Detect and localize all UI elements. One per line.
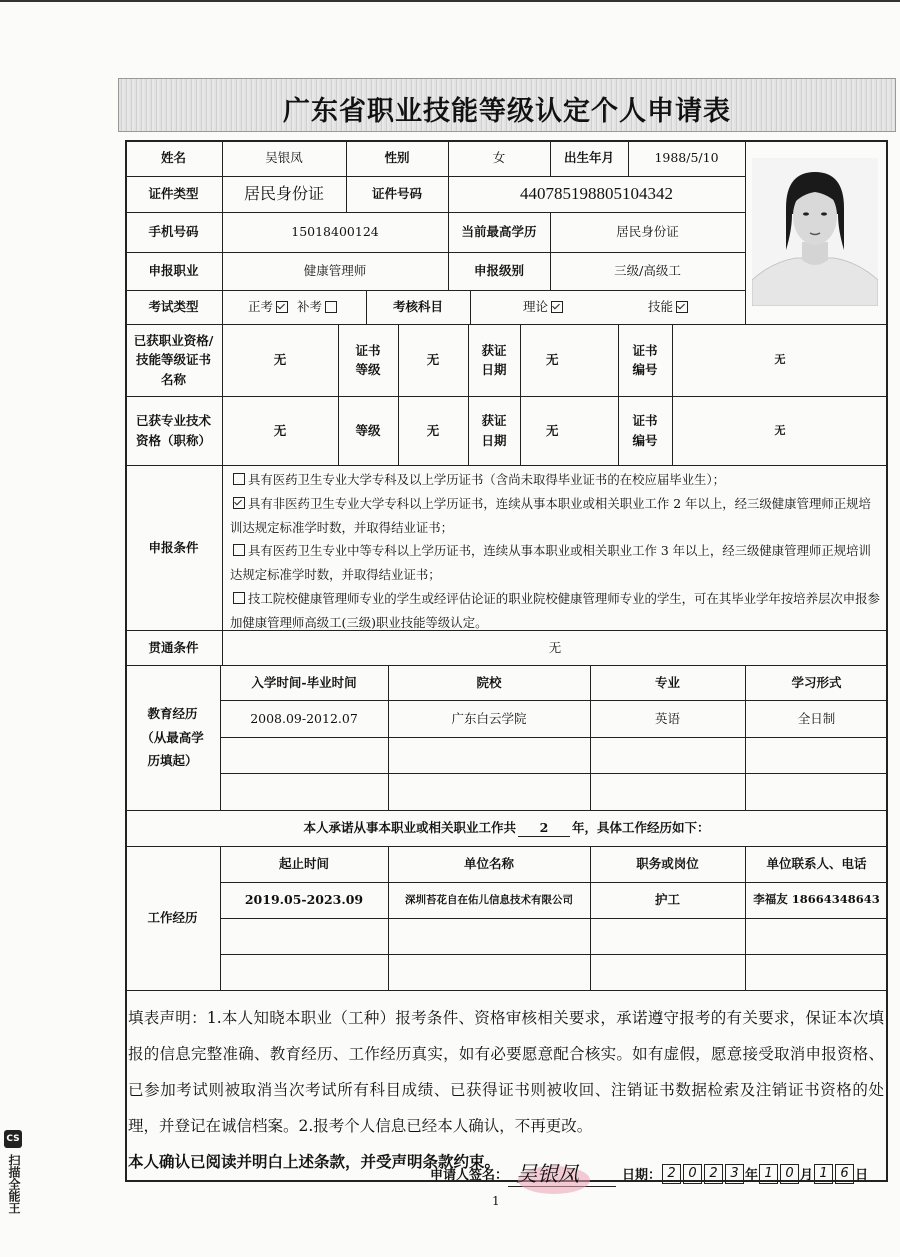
theory-checkbox[interactable]: [551, 301, 563, 313]
title-bar: [118, 78, 896, 132]
phone-value: 15018400124: [291, 224, 379, 240]
idtype-label: 证件类型: [148, 186, 199, 202]
work-row-position: 护工: [654, 892, 680, 908]
tech-grade-label: 等级: [355, 422, 381, 438]
education-label: 教育经历（从最高学历填起）: [141, 705, 204, 769]
condition-item: 技工院校健康管理师专业的学生或经评估论证的职业院校健康管理师专业的学生，可在其毕业学年按培养层次申报参加健康管理师高级工(三级)职业技能等级认定。: [230, 590, 880, 630]
condition-item: 具有非医药卫生专业大学专科以上学历证书，连续从事本职业或相关职业工作 2 年以上，经三级健康管理师正规培训达规定标准学时数，并取得结业证书；: [230, 495, 871, 535]
tech-no-label: 证书编号: [632, 413, 658, 448]
theory-label: 理论: [522, 299, 548, 315]
declaration-text: 填表声明：1.本人知晓本职业（工种）报考条件、资格审核相关要求，承诺遵守报考的有关要求，保证本次填报的信息完整准确、教育经历、工作经历真实，如有必要愿意配合核实。如有虚假，愿意接受取消申报资格、已参加考试则被取消当次考试所有科目成绩、已获得证书则被收回、注销证书数据检索及注销证书资格的处理，并登记在诚信档案。2.报考个人信息已经本人确认，不再更改。: [128, 1009, 884, 1135]
confirm-text: 本人确认已阅读并明白上述条款，并受声明条款约束。: [128, 1152, 501, 1171]
regular-checkbox[interactable]: [276, 301, 288, 313]
edu-header-time: 入学时间-毕业时间: [251, 674, 357, 690]
signature-name: 吴银凤: [516, 1162, 580, 1186]
date-label: 日期：: [622, 1168, 662, 1183]
work-years: 2: [518, 820, 570, 837]
makeup-label: 补考: [297, 299, 323, 315]
page-number: 1: [492, 1194, 500, 1208]
edu-row-time: 2008.09-2012.07: [250, 710, 358, 726]
idtype-value: 居民身份证: [243, 183, 324, 203]
qual-cert-name: 无: [273, 352, 287, 368]
day-unit: 日: [855, 1168, 869, 1183]
top-border: [0, 0, 900, 2]
signature-field[interactable]: [508, 1160, 616, 1187]
declaration: [128, 1000, 884, 1180]
tech-cert-label: 已获专业技术资格（职称）: [135, 413, 211, 448]
birth-label: 出生年月: [563, 150, 614, 166]
condition-4-checkbox[interactable]: [233, 592, 245, 604]
edu-row-mode: 全日制: [797, 710, 836, 726]
condition-2-checkbox[interactable]: [233, 497, 245, 509]
qual-grade-value: 无: [426, 352, 440, 368]
year-digit[interactable]: 3: [725, 1164, 744, 1184]
conditions-label: 申报条件: [148, 539, 199, 555]
condition-1-checkbox[interactable]: [233, 473, 245, 485]
work-header-company: 单位名称: [463, 856, 514, 872]
skill-checkbox[interactable]: [676, 301, 688, 313]
skill-option: [610, 290, 745, 324]
birth-value: 1988/5/10: [654, 150, 719, 166]
work-header-time: 起止时间: [278, 856, 329, 872]
qual-cert-label: 已获职业资格/技能等级证书名称: [133, 332, 214, 387]
tech-date-value: 无: [546, 422, 559, 438]
name-value: 吴银凤: [265, 150, 303, 166]
through-label: 贯通条件: [148, 639, 199, 655]
qual-date-value: 无: [546, 352, 559, 368]
through-value: 无: [548, 639, 562, 655]
work-header-contact: 单位联系人、电话: [766, 856, 867, 872]
edu-row-major: 英语: [654, 710, 680, 726]
edu-header-school: 院校: [476, 674, 502, 690]
applicant-photo: [752, 158, 878, 306]
phone-label: 手机号码: [148, 224, 199, 240]
idno-label: 证件号码: [371, 186, 422, 202]
condition-item: 具有医药卫生专业中等专科以上学历证书，连续从事本职业或相关职业工作 3 年以上，经三级健康管理师正规培训达规定标准学时数，并取得结业证书；: [230, 543, 871, 583]
tech-date-label: 获证日期: [481, 413, 507, 448]
month-digit[interactable]: 1: [759, 1164, 778, 1184]
job-value: 健康管理师: [303, 263, 367, 279]
gender-label: 性别: [384, 150, 410, 166]
form-title: 广东省职业技能等级认定个人申请表: [283, 96, 731, 127]
skill-label: 技能: [648, 299, 674, 315]
level-label: 申报级别: [473, 263, 524, 279]
name-label: 姓名: [160, 150, 186, 166]
day-digit[interactable]: 1: [814, 1164, 833, 1184]
year-digit[interactable]: 0: [683, 1164, 702, 1184]
condition-item: 具有医药卫生专业大学专科及以上学历证书（含尚未取得毕业证书的在校应届毕业生）；: [230, 468, 880, 492]
condition-3-checkbox[interactable]: [233, 544, 245, 556]
scanner-logo-icon: CS: [4, 1130, 22, 1148]
qual-date-label: 获证日期: [481, 342, 507, 377]
edu-value: 居民身份证: [616, 224, 679, 240]
qual-grade-label: 证书等级: [355, 342, 381, 377]
year-unit: 年: [745, 1168, 759, 1183]
edu-label: 当前最高学历: [461, 224, 537, 240]
work-row-time: 2019.05-2023.09: [244, 892, 364, 908]
work-row-contact: 李福友 18664348643: [753, 892, 880, 907]
year-digit[interactable]: 2: [662, 1164, 681, 1184]
year-digit[interactable]: 2: [704, 1164, 723, 1184]
makeup-checkbox[interactable]: [325, 301, 337, 313]
work-row-company: 深圳苔花自在佑儿信息技术有限公司: [405, 893, 573, 906]
examtype-label: 考试类型: [148, 299, 199, 315]
signature-label: 申请人签名：: [430, 1168, 509, 1183]
edu-header-mode: 学习形式: [791, 674, 842, 690]
scanner-watermark: [4, 1130, 26, 1250]
work-promise: 本人承诺从事本职业或相关职业工作共 2 年，具体工作经历如下：: [303, 819, 710, 836]
edu-row-school: 广东白云学院: [451, 710, 527, 726]
signature-row: [430, 1160, 868, 1187]
job-label: 申报职业: [148, 263, 199, 279]
examtype-options: [222, 290, 366, 324]
qual-no-value: 无: [774, 353, 786, 367]
work-header-position: 职务或岗位: [636, 856, 699, 872]
level-value: 三级/高级工: [614, 263, 681, 279]
theory-option: [470, 290, 610, 324]
month-digit[interactable]: 0: [780, 1164, 799, 1184]
regular-label: 正考: [247, 299, 273, 315]
tech-no-value: 无: [774, 423, 786, 437]
scanner-app-name: 扫描全能王: [7, 1154, 21, 1214]
work-label: 工作经历: [147, 910, 198, 926]
subject-label: 考核科目: [392, 299, 443, 315]
qual-no-label: 证书编号: [632, 342, 658, 377]
conditions-list: [230, 468, 880, 635]
day-digit[interactable]: 6: [835, 1164, 854, 1184]
edu-header-major: 专业: [654, 674, 680, 690]
gender-value: 女: [492, 150, 506, 166]
tech-cert-name: 无: [273, 422, 287, 438]
tech-grade-value: 无: [426, 422, 440, 438]
month-unit: 月: [800, 1168, 814, 1183]
idno-value: 440785198805104342: [520, 183, 673, 203]
